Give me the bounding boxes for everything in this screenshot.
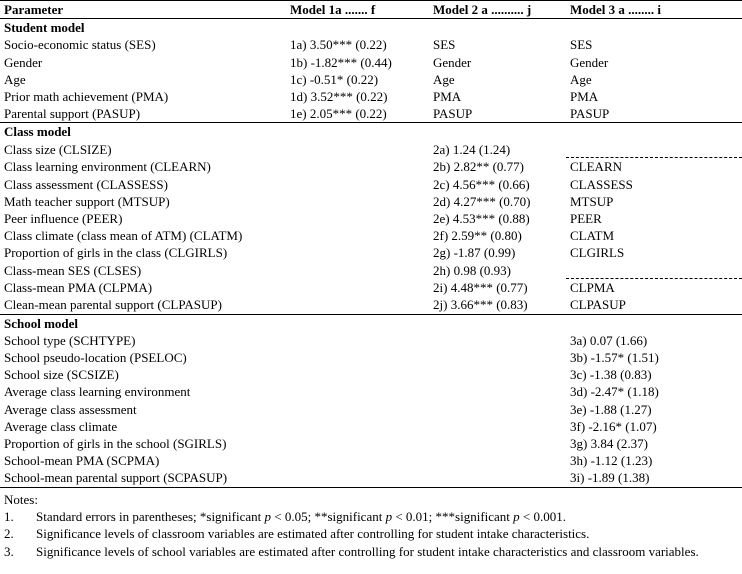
model3-cell: Age: [570, 71, 592, 87]
model3-cell: 3b) -1.57* (1.51): [570, 350, 659, 366]
parameter-cell: School-mean parental support (SCPASUP): [0, 469, 286, 487]
model3-cell: MTSUP: [570, 193, 614, 209]
parameter-cell: Clean-mean parental support (CLPASUP): [4, 297, 222, 313]
parameter-cell: Class size (CLSIZE): [4, 141, 112, 157]
section-title: Class model: [0, 123, 742, 141]
model1-cell: [286, 227, 429, 244]
table-row: [0, 227, 742, 244]
model3-cell: CLGIRLS: [570, 245, 625, 261]
parameter-cell: Class-mean SES (CLSES): [4, 262, 142, 278]
model1-cell: [286, 401, 429, 418]
model2-cell: Gender: [433, 54, 472, 70]
note-item: [4, 543, 740, 560]
table-row: [0, 193, 742, 210]
model3-cell: 3h) -1.12 (1.23): [570, 453, 653, 469]
table-row: [0, 262, 742, 279]
model3-cell: CLPMA: [566, 279, 742, 297]
model1-cell: [286, 435, 429, 452]
parameter-cell: School pseudo-location (PSELOC): [4, 350, 187, 366]
section-heading-student: [0, 19, 742, 37]
parameter-cell: School size (SCSIZE): [4, 367, 119, 383]
model1-cell: [286, 332, 429, 349]
table-row: [0, 54, 742, 71]
model3-cell: CLASSESS: [570, 176, 633, 192]
note-text: Standard errors in parentheses; *significant p < 0.05; **significant p < 0.01; ***significant p < 0.001.: [36, 509, 567, 525]
model1-cell: [286, 469, 429, 487]
header-model2: Model 2 a .......... j: [429, 1, 566, 19]
model2-cell: 2h) 0.98 (0.93): [433, 262, 511, 278]
model2-cell: [429, 452, 566, 469]
table-row: [0, 71, 742, 88]
model1-cell: [286, 141, 429, 158]
note-item: [4, 508, 740, 525]
model2-cell: SES: [433, 37, 456, 53]
table-row: [0, 469, 742, 487]
note-number: 3.: [4, 543, 14, 559]
table-row: [0, 176, 742, 193]
note-number: 1.: [4, 509, 14, 525]
model2-cell: [429, 435, 566, 452]
parameter-cell: Class assessment (CLASSESS): [4, 176, 168, 192]
model3-cell: PEER: [570, 210, 602, 226]
model2-cell: 2i) 4.48*** (0.77): [433, 280, 528, 295]
model2-cell: [429, 469, 566, 487]
model3-cell: SES: [570, 37, 593, 53]
model3-cell: 3a) 0.07 (1.66): [570, 332, 648, 348]
model2-cell: PASUP: [433, 106, 473, 122]
model2-cell: 2j) 3.66*** (0.83): [433, 297, 528, 313]
parameter-cell: Math teacher support (MTSUP): [4, 193, 170, 209]
model2-cell: [429, 366, 566, 383]
table-row: [0, 88, 742, 105]
section-title: School model: [0, 314, 742, 332]
model3-cell: CLATM: [570, 228, 615, 244]
parameter-cell: Class-mean PMA (CLPMA): [4, 280, 153, 295]
table-row: [0, 105, 742, 123]
header-model3: Model 3 a ........ i: [566, 1, 742, 19]
parameter-cell: Class learning environment (CLEARN): [4, 159, 211, 175]
model3-cell: [566, 141, 742, 158]
model2-cell: [429, 332, 566, 349]
parameter-cell: Class climate (class mean of ATM) (CLATM): [4, 228, 243, 244]
model2-cell: 2b) 2.82** (0.77): [433, 159, 524, 175]
model3-cell: PASUP: [570, 106, 610, 122]
model3-cell: 3d) -2.47* (1.18): [570, 384, 659, 400]
model1-cell: [286, 452, 429, 469]
model2-cell: [429, 383, 566, 400]
model2-cell: [429, 401, 566, 418]
model3-cell: [566, 262, 742, 279]
model1-cell: 1a) 3.50*** (0.22): [290, 37, 387, 53]
table-row: [0, 435, 742, 452]
parameter-cell: Prior math achievement (PMA): [4, 89, 169, 105]
model2-cell: 2f) 2.59** (0.80): [433, 228, 522, 244]
parameter-cell: Parental support (PASUP): [4, 106, 141, 122]
model3-cell: Gender: [570, 54, 609, 70]
table-header-row: [0, 1, 742, 19]
notes-block: [4, 491, 740, 560]
parameter-cell: Age: [4, 71, 26, 87]
table-row: [0, 349, 742, 366]
parameter-cell: Socio-economic status (SES): [4, 37, 156, 53]
model2-cell: 2g) -1.87 (0.99): [433, 245, 516, 261]
table-row: [0, 296, 742, 314]
parameter-cell: Gender: [4, 54, 43, 70]
model1-cell: [286, 176, 429, 193]
model2-cell: 2c) 4.56*** (0.66): [433, 176, 530, 192]
notes-title: Notes:: [4, 492, 38, 507]
model1-cell: [286, 262, 429, 279]
section-heading-class: [0, 123, 742, 141]
model2-cell: 2a) 1.24 (1.24): [433, 141, 511, 157]
model1-cell: [286, 296, 429, 314]
header-model1: Model 1a ....... f: [286, 1, 429, 19]
model1-cell: [286, 210, 429, 227]
model1-cell: 1e) 2.05*** (0.22): [290, 106, 387, 122]
model3-cell: 3e) -1.88 (1.27): [570, 401, 652, 417]
parameter-cell: Average class climate: [4, 418, 118, 434]
header-parameter: Parameter: [0, 1, 286, 19]
model3-cell: PMA: [570, 89, 599, 105]
model1-cell: [286, 158, 429, 176]
model2-cell: [429, 349, 566, 366]
model1-cell: [286, 279, 429, 297]
parameter-cell: School type (SCHTYPE): [4, 332, 136, 348]
model2-cell: 2d) 4.27*** (0.70): [433, 193, 531, 209]
table-row: [0, 36, 742, 53]
parameter-cell: Peer influence (PEER): [4, 210, 123, 226]
table-row: [0, 383, 742, 400]
note-text: Significance levels of school variables are estimated after controlling for student intake characteristics and classroom variables.: [36, 543, 699, 559]
table-row: [0, 210, 742, 227]
model1-cell: [286, 418, 429, 435]
model2-cell: PMA: [433, 89, 462, 105]
note-number: 2.: [4, 526, 14, 542]
table-row: [0, 332, 742, 349]
table-body: [0, 19, 742, 487]
model3-cell: 3g) 3.84 (2.37): [570, 436, 648, 452]
model1-cell: 1b) -1.82*** (0.44): [290, 54, 392, 70]
table-row: [0, 401, 742, 418]
model2-cell: 2e) 4.53*** (0.88): [433, 210, 530, 226]
model3-cell: CLPASUP: [570, 297, 626, 313]
parameter-cell: Average class assessment: [4, 401, 137, 417]
note-item: [4, 525, 740, 542]
table-row: [0, 418, 742, 435]
model1-cell: [286, 244, 429, 261]
model3-cell: 3i) -1.89 (1.38): [566, 469, 742, 487]
model3-cell: 3f) -2.16* (1.07): [570, 418, 657, 434]
model1-cell: 1c) -0.51* (0.22): [290, 71, 379, 87]
model1-cell: 1d) 3.52*** (0.22): [290, 89, 388, 105]
parameter-cell: School-mean PMA (SCPMA): [4, 453, 160, 469]
model1-cell: [286, 193, 429, 210]
notes-list: [4, 508, 740, 560]
model2-cell: [429, 418, 566, 435]
model1-cell: [286, 349, 429, 366]
model1-cell: [286, 383, 429, 400]
parameter-cell: Proportion of girls in the school (SGIRLS): [4, 436, 227, 452]
section-heading-school: [0, 314, 742, 332]
table-row: [0, 279, 742, 297]
table-row: [0, 244, 742, 261]
model2-cell: Age: [433, 71, 455, 87]
model3-cell: CLEARN: [566, 158, 742, 176]
parameter-cell: Proportion of girls in the class (CLGIRLS): [4, 245, 228, 261]
model3-cell: 3c) -1.38 (0.83): [570, 367, 652, 383]
section-title: Student model: [4, 20, 85, 36]
table-row: [0, 452, 742, 469]
parameter-cell: Average class learning environment: [4, 384, 191, 400]
note-text: Significance levels of classroom variables are estimated after controlling for student intake characteristics.: [36, 526, 590, 542]
table-row: [0, 141, 742, 158]
model1-cell: [286, 366, 429, 383]
table-row: [0, 158, 742, 176]
table-row: [0, 366, 742, 383]
